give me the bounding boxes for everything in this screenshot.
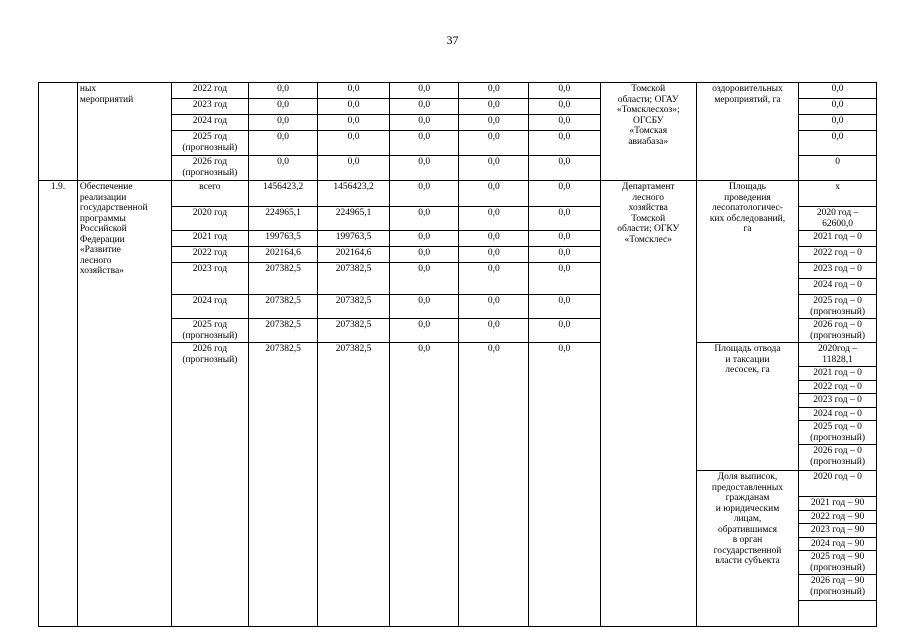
value-cell-text: 0,0 bbox=[418, 157, 431, 167]
value-cell bbox=[529, 99, 601, 115]
value-cell-text: 0,0 bbox=[487, 116, 500, 126]
cont-name-cell bbox=[77, 83, 171, 181]
value-cell-text: 207382,5 bbox=[335, 344, 372, 354]
value-cell bbox=[529, 295, 601, 319]
value-cell bbox=[389, 83, 459, 99]
cont-num-cell bbox=[39, 83, 78, 181]
value-cell bbox=[389, 131, 459, 156]
value-cell bbox=[389, 115, 459, 131]
value-cell-text: 0,0 bbox=[418, 344, 431, 354]
item-num-cell-text: 1.9. bbox=[50, 182, 66, 192]
indicator-label-cell-text: Площадь отвода и таксации лесосек, га bbox=[714, 344, 781, 375]
value-cell-text: 0,0 bbox=[277, 157, 289, 167]
value-cell-text: 0,0 bbox=[487, 157, 500, 167]
value-cell-text: 207382,5 bbox=[265, 320, 301, 330]
value-cell-text: 0,0 bbox=[558, 232, 571, 242]
value-cell-text: 0,0 bbox=[487, 100, 500, 110]
value-cell-text: 0,0 bbox=[558, 344, 571, 354]
target-cell-text: 0,0 bbox=[831, 84, 844, 94]
target-cell bbox=[799, 99, 877, 115]
target-cell-text: 0,0 bbox=[831, 100, 844, 110]
value-cell bbox=[248, 83, 318, 99]
value-cell-text: 202164,6 bbox=[265, 248, 301, 258]
year-cell bbox=[172, 295, 249, 319]
value-cell-text: 1456423,2 bbox=[333, 182, 374, 192]
value-cell-text: 0,0 bbox=[558, 157, 571, 167]
year-cell bbox=[172, 207, 249, 231]
value-cell-text: 0,0 bbox=[347, 157, 360, 167]
value-cell-text: 0,0 bbox=[277, 84, 289, 94]
value-cell-text: 0,0 bbox=[487, 208, 500, 218]
value-cell bbox=[318, 263, 390, 295]
value-cell bbox=[248, 247, 318, 263]
year-cell-text: 2025 год (прогнозный) bbox=[182, 132, 238, 153]
indicator-label-cell bbox=[696, 471, 798, 627]
indicator-value-cell-text: 2022 год – 0 bbox=[813, 248, 862, 258]
value-cell bbox=[459, 181, 529, 207]
page-number: 37 bbox=[446, 33, 459, 47]
indicator-value-cell-text: 2021 год – 0 bbox=[813, 232, 862, 242]
value-cell-text: 207382,5 bbox=[335, 264, 372, 274]
value-cell bbox=[248, 156, 318, 181]
value-cell bbox=[529, 231, 601, 247]
value-cell bbox=[248, 319, 318, 343]
value-cell-text: 0,0 bbox=[558, 132, 571, 142]
value-cell-text: 0,0 bbox=[487, 248, 500, 258]
value-cell-text: 0,0 bbox=[418, 182, 431, 192]
year-cell-text: 2026 год (прогнозный) bbox=[182, 157, 238, 178]
value-cell-text: 0,0 bbox=[277, 100, 289, 110]
value-cell-text: 207382,5 bbox=[265, 344, 301, 354]
indicator-value-cell-text: 2023 год – 90 bbox=[810, 525, 865, 535]
value-cell-text: 0,0 bbox=[558, 84, 571, 94]
indicator-value-cell-text: 2026 год – 0 (прогнозный) bbox=[810, 446, 866, 467]
value-cell bbox=[318, 181, 390, 207]
indicator-value-cell bbox=[799, 524, 877, 538]
indicator-value-cell-text: 2025 год – 0 (прогнозный) bbox=[810, 296, 866, 317]
indicator-value-cell bbox=[799, 343, 877, 367]
indicator-value-cell-text: 2024 год – 90 bbox=[810, 538, 865, 549]
value-cell-text: 202164,6 bbox=[335, 248, 372, 258]
value-cell bbox=[248, 343, 318, 627]
value-cell bbox=[529, 343, 601, 627]
value-cell bbox=[318, 131, 390, 156]
value-cell bbox=[318, 83, 390, 99]
target-cell bbox=[799, 156, 877, 181]
value-cell bbox=[529, 207, 601, 231]
target-cell-text: 0,0 bbox=[831, 132, 844, 142]
value-cell bbox=[389, 156, 459, 181]
value-cell bbox=[459, 115, 529, 131]
value-cell bbox=[248, 231, 318, 247]
year-cell-text: 2025 год (прогнозный) bbox=[182, 320, 238, 341]
value-cell bbox=[389, 207, 459, 231]
indicator-value-cell-text: 2026 год – 90 (прогнозный) bbox=[810, 576, 866, 597]
table-row bbox=[39, 181, 877, 207]
value-cell bbox=[459, 156, 529, 181]
value-cell bbox=[529, 263, 601, 295]
value-cell-text: 207382,5 bbox=[335, 320, 372, 330]
cont-executor-cell-text: Томской области; ОГАУ «Томсклесхоз»; ОГСБУ «Томская авиабаза» bbox=[616, 84, 680, 147]
value-cell bbox=[389, 247, 459, 263]
value-cell bbox=[459, 231, 529, 247]
value-cell bbox=[389, 295, 459, 319]
value-cell bbox=[459, 247, 529, 263]
value-cell bbox=[318, 247, 390, 263]
year-cell-text: 2022 год bbox=[192, 248, 228, 258]
value-cell-text: 0,0 bbox=[558, 296, 571, 306]
value-cell-text: 0,0 bbox=[347, 132, 360, 142]
value-cell-text: 224965,1 bbox=[265, 208, 301, 218]
indicator-value-cell bbox=[799, 181, 877, 207]
value-cell bbox=[459, 207, 529, 231]
value-cell-text: 0,0 bbox=[487, 320, 500, 330]
value-cell-text: 0,0 bbox=[558, 208, 571, 218]
value-cell bbox=[318, 231, 390, 247]
year-cell-text: 2023 год bbox=[192, 100, 228, 110]
indicator-value-cell-text: 2022 год – 90 bbox=[810, 511, 865, 522]
value-cell-text: 207382,5 bbox=[335, 296, 372, 306]
value-cell bbox=[389, 343, 459, 627]
value-cell bbox=[529, 131, 601, 156]
value-cell bbox=[389, 181, 459, 207]
indicator-value-cell bbox=[799, 394, 877, 408]
item-executor-cell-text: Департамент лесного хозяйства Томской области; ОГКУ «Томсклес» bbox=[617, 182, 680, 245]
indicator-value-cell bbox=[799, 295, 877, 319]
year-cell bbox=[172, 83, 249, 99]
item-name-cell bbox=[77, 181, 171, 627]
value-cell-text: 0,0 bbox=[418, 296, 431, 306]
indicator-value-cell bbox=[799, 537, 877, 551]
indicator-value-cell-text: 2020 год – 62600,0 bbox=[816, 208, 859, 229]
indicator-value-cell-text: 2022 год – 0 bbox=[813, 381, 862, 392]
indicator-value-cell-text: 2025 год – 90 (прогнозный) bbox=[810, 552, 866, 573]
indicator-value-cell-text: х bbox=[835, 182, 840, 192]
indicator-value-cell bbox=[799, 471, 877, 497]
year-cell bbox=[172, 181, 249, 207]
indicator-value-cell bbox=[799, 247, 877, 263]
year-cell bbox=[172, 247, 249, 263]
value-cell-text: 0,0 bbox=[487, 132, 500, 142]
value-cell-text: 0,0 bbox=[558, 320, 571, 330]
value-cell-text: 0,0 bbox=[418, 208, 431, 218]
indicator-value-cell bbox=[799, 510, 877, 524]
value-cell bbox=[318, 156, 390, 181]
indicator-value-cell-text: 2024 год – 0 bbox=[813, 408, 862, 419]
indicator-value-cell bbox=[799, 367, 877, 381]
value-cell-text: 0,0 bbox=[558, 116, 571, 126]
year-cell bbox=[172, 99, 249, 115]
value-cell bbox=[318, 207, 390, 231]
indicator-value-cell-text: 2025 год – 0 (прогнозный) bbox=[810, 422, 866, 443]
value-cell-text: 0,0 bbox=[487, 232, 500, 242]
value-cell bbox=[529, 156, 601, 181]
indicator-value-cell bbox=[799, 497, 877, 511]
value-cell bbox=[459, 263, 529, 295]
cont-indicator-cell-text: оздоровительных мероприятий, га bbox=[712, 84, 783, 105]
indicator-value-cell bbox=[799, 551, 877, 575]
value-cell bbox=[529, 115, 601, 131]
indicator-value-cell-text: 2023 год – 0 bbox=[813, 264, 862, 274]
indicator-value-cell bbox=[799, 319, 877, 343]
value-cell-text: 0,0 bbox=[418, 84, 431, 94]
indicator-value-cell-text: 2020 год – 0 bbox=[813, 472, 862, 482]
value-cell-text: 0,0 bbox=[418, 100, 431, 110]
value-cell bbox=[318, 99, 390, 115]
value-cell bbox=[318, 115, 390, 131]
value-cell bbox=[318, 319, 390, 343]
indicator-value-cell-text: 2020год – 11828,1 bbox=[818, 344, 858, 365]
year-cell-text: 2023 год bbox=[192, 264, 228, 274]
indicator-value-cell bbox=[799, 207, 877, 231]
indicator-value-cell bbox=[799, 231, 877, 247]
value-cell-text: 1456423,2 bbox=[262, 182, 304, 192]
value-cell-text: 199763,5 bbox=[335, 232, 372, 242]
indicator-value-cell-text: 2021 год – 90 bbox=[810, 498, 865, 508]
value-cell bbox=[459, 99, 529, 115]
year-cell-text: 2020 год bbox=[192, 208, 228, 218]
value-cell bbox=[248, 263, 318, 295]
item-name-cell-text: Обеспечение реализации государственной программы Российской Федерации «Развитие лесного хозяйства» bbox=[79, 182, 148, 276]
value-cell bbox=[318, 295, 390, 319]
indicator-label-cell-text: Доля выписок, предоставленных гражданам и юридическим лицам, обратившимся в орган государственной власти субъекта bbox=[711, 472, 783, 566]
value-cell-text: 0,0 bbox=[558, 248, 571, 258]
item-executor-cell bbox=[600, 181, 696, 627]
value-cell-text: 0,0 bbox=[277, 132, 289, 142]
value-cell bbox=[529, 247, 601, 263]
indicator-value-cell-text: 2023 год – 0 bbox=[813, 395, 862, 405]
value-cell-text: 0,0 bbox=[487, 296, 500, 306]
cont-name-cell-text: ных мероприятий bbox=[79, 84, 134, 105]
value-cell bbox=[248, 207, 318, 231]
year-cell-text: 2024 год bbox=[192, 116, 228, 126]
value-cell bbox=[459, 295, 529, 319]
value-cell-text: 0,0 bbox=[347, 116, 360, 126]
indicator-value-cell bbox=[799, 445, 877, 471]
value-cell-text: 0,0 bbox=[418, 116, 431, 126]
value-cell-text: 0,0 bbox=[277, 116, 289, 126]
value-cell-text: 0,0 bbox=[487, 182, 500, 192]
value-cell bbox=[459, 83, 529, 99]
program-table bbox=[38, 82, 877, 627]
indicator-value-cell bbox=[799, 421, 877, 445]
value-cell-text: 0,0 bbox=[487, 264, 500, 274]
year-cell-text: 2026 год (прогнозный) bbox=[182, 344, 238, 365]
indicator-label-cell bbox=[696, 181, 798, 343]
value-cell-text: 207382,5 bbox=[265, 296, 301, 306]
value-cell bbox=[459, 131, 529, 156]
value-cell bbox=[248, 131, 318, 156]
year-cell-text: 2022 год bbox=[192, 84, 228, 94]
value-cell-text: 207382,5 bbox=[265, 264, 301, 274]
value-cell-text: 0,0 bbox=[418, 132, 431, 142]
value-cell bbox=[248, 295, 318, 319]
value-cell-text: 0,0 bbox=[347, 100, 360, 110]
indicator-value-cell-text: 2024 год – 0 bbox=[813, 280, 862, 290]
indicator-label-cell bbox=[696, 343, 798, 471]
year-cell bbox=[172, 343, 249, 627]
value-cell-text: 0,0 bbox=[418, 320, 431, 330]
indicator-value-cell-text: 2021 год – 0 bbox=[813, 368, 862, 378]
indicator-value-cell bbox=[799, 279, 877, 295]
value-cell-text: 0,0 bbox=[558, 100, 571, 110]
year-cell bbox=[172, 131, 249, 156]
value-cell-text: 0,0 bbox=[418, 264, 431, 274]
indicator-value-cell bbox=[799, 601, 877, 627]
indicator-value-cell-text: 2026 год – 0 (прогнозный) bbox=[810, 320, 866, 341]
value-cell-text: 224965,1 bbox=[335, 208, 372, 218]
year-cell bbox=[172, 115, 249, 131]
value-cell-text: 0,0 bbox=[558, 264, 571, 274]
value-cell bbox=[248, 99, 318, 115]
value-cell-text: 0,0 bbox=[487, 84, 500, 94]
table-row bbox=[39, 83, 877, 99]
value-cell-text: 0,0 bbox=[418, 248, 431, 258]
value-cell bbox=[529, 181, 601, 207]
target-cell bbox=[799, 131, 877, 156]
cont-executor-cell bbox=[600, 83, 696, 181]
indicator-value-cell bbox=[799, 380, 877, 394]
year-cell-text: 2024 год bbox=[192, 296, 228, 306]
cont-indicator-cell bbox=[696, 83, 798, 181]
indicator-value-cell bbox=[799, 575, 877, 601]
year-cell-text: 2021 год bbox=[192, 232, 228, 242]
year-cell bbox=[172, 231, 249, 247]
value-cell bbox=[248, 181, 318, 207]
value-cell bbox=[248, 115, 318, 131]
indicator-label-cell-text: Площадь проведения лесопатологичес- ких обследований, га bbox=[709, 182, 786, 234]
value-cell bbox=[459, 319, 529, 343]
value-cell bbox=[389, 231, 459, 247]
value-cell-text: 199763,5 bbox=[265, 232, 301, 242]
target-cell-text: 0 bbox=[835, 157, 840, 167]
value-cell bbox=[459, 343, 529, 627]
indicator-value-cell bbox=[799, 407, 877, 421]
value-cell-text: 0,0 bbox=[347, 84, 360, 94]
value-cell bbox=[318, 343, 390, 627]
value-cell bbox=[389, 99, 459, 115]
value-cell bbox=[529, 319, 601, 343]
target-cell-text: 0,0 bbox=[831, 116, 844, 126]
value-cell bbox=[389, 319, 459, 343]
value-cell-text: 0,0 bbox=[487, 344, 500, 354]
value-cell bbox=[529, 83, 601, 99]
value-cell-text: 0,0 bbox=[418, 232, 431, 242]
value-cell bbox=[389, 263, 459, 295]
year-cell bbox=[172, 263, 249, 295]
target-cell bbox=[799, 115, 877, 131]
indicator-value-cell bbox=[799, 263, 877, 279]
value-cell-text: 0,0 bbox=[558, 182, 571, 192]
target-cell bbox=[799, 83, 877, 99]
year-cell-text: всего bbox=[199, 182, 221, 192]
year-cell bbox=[172, 319, 249, 343]
year-cell bbox=[172, 156, 249, 181]
item-num-cell bbox=[39, 181, 78, 627]
